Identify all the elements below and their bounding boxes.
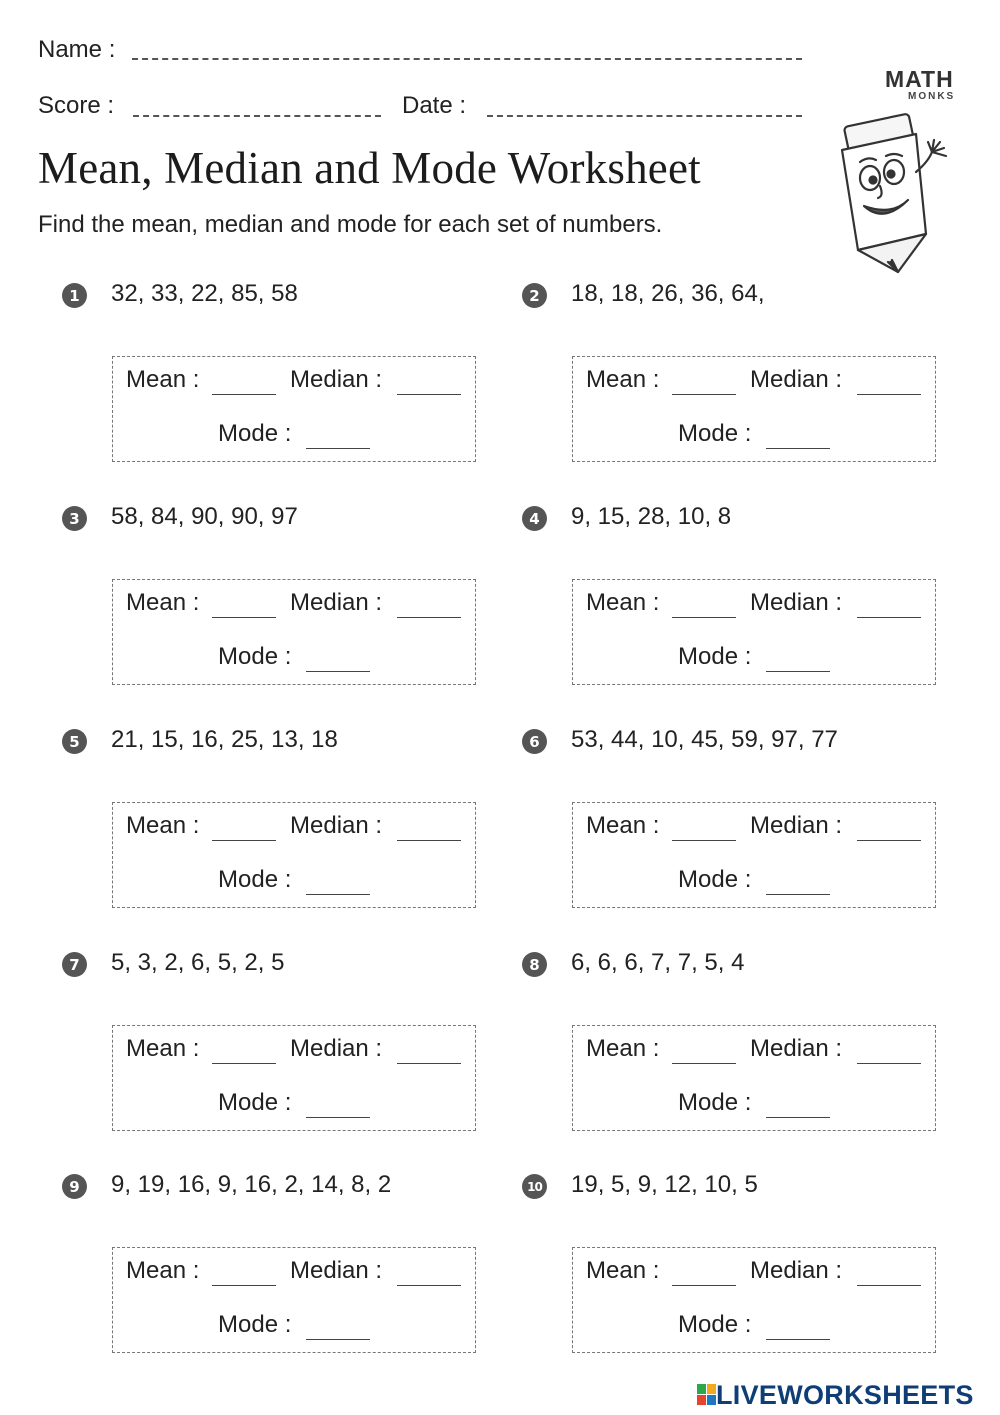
median-label: Median : [290, 589, 383, 616]
liveworksheets-brand: LIVEWORKSHEETS [716, 1380, 974, 1410]
number-set-5: 21, 15, 16, 25, 13, 18 [111, 726, 338, 753]
mean-label: Mean : [126, 1035, 200, 1062]
mode-answer-blank[interactable] [306, 894, 370, 895]
median-label: Median : [750, 1035, 843, 1062]
number-set-7: 5, 3, 2, 6, 5, 2, 5 [111, 949, 285, 976]
mean-answer-blank[interactable] [212, 1063, 276, 1064]
liveworksheets-logo-icon [697, 1384, 717, 1406]
number-set-6: 53, 44, 10, 45, 59, 97, 77 [571, 726, 838, 753]
number-set-4: 9, 15, 28, 10, 8 [571, 503, 732, 530]
logo-math: MATH [885, 66, 954, 92]
mean-answer-blank[interactable] [212, 617, 276, 618]
median-answer-blank[interactable] [397, 394, 461, 395]
mean-answer-blank[interactable] [212, 1285, 276, 1286]
mean-label: Mean : [126, 589, 200, 616]
problem-number-2: 2 [522, 283, 547, 308]
problem-number-9: 9 [62, 1174, 87, 1199]
mean-label: Mean : [586, 366, 660, 393]
number-set-2: 18, 18, 26, 36, 64, [571, 280, 765, 307]
mean-label: Mean : [586, 1257, 660, 1284]
problem-number-10: 10 [522, 1174, 547, 1199]
median-answer-blank[interactable] [857, 617, 921, 618]
mean-answer-blank[interactable] [672, 1063, 736, 1064]
date-label: Date : [402, 92, 467, 119]
mean-label: Mean : [586, 1035, 660, 1062]
page-title: Mean, Median and Mode Worksheet [38, 143, 701, 193]
mode-answer-blank[interactable] [306, 1339, 370, 1340]
mode-label: Mode : [678, 643, 752, 670]
score-line[interactable] [133, 115, 381, 117]
mean-label: Mean : [586, 589, 660, 616]
median-label: Median : [290, 366, 383, 393]
median-label: Median : [750, 1257, 843, 1284]
mean-label: Mean : [126, 812, 200, 839]
mode-answer-blank[interactable] [306, 1117, 370, 1118]
mean-label: Mean : [586, 812, 660, 839]
median-label: Median : [750, 589, 843, 616]
mode-answer-blank[interactable] [766, 1339, 830, 1340]
median-answer-blank[interactable] [857, 1285, 921, 1286]
mode-answer-blank[interactable] [306, 448, 370, 449]
mode-label: Mode : [678, 1311, 752, 1338]
problem-number-3: 3 [62, 506, 87, 531]
problem-number-4: 4 [522, 506, 547, 531]
number-set-8: 6, 6, 6, 7, 7, 5, 4 [571, 949, 745, 976]
mean-answer-blank[interactable] [672, 1285, 736, 1286]
number-set-3: 58, 84, 90, 90, 97 [111, 503, 298, 530]
mean-answer-blank[interactable] [212, 394, 276, 395]
median-label: Median : [290, 1035, 383, 1062]
mode-answer-blank[interactable] [766, 894, 830, 895]
mode-answer-blank[interactable] [766, 1117, 830, 1118]
mode-label: Mode : [218, 420, 292, 447]
median-answer-blank[interactable] [857, 1063, 921, 1064]
instructions: Find the mean, median and mode for each set of numbers. [38, 211, 663, 238]
median-answer-blank[interactable] [397, 1285, 461, 1286]
mode-label: Mode : [678, 866, 752, 893]
median-label: Median : [290, 812, 383, 839]
mean-answer-blank[interactable] [212, 840, 276, 841]
mean-answer-blank[interactable] [672, 394, 736, 395]
mode-answer-blank[interactable] [306, 671, 370, 672]
number-set-9: 9, 19, 16, 9, 16, 2, 14, 8, 2 [111, 1171, 392, 1198]
median-answer-blank[interactable] [397, 617, 461, 618]
mode-label: Mode : [678, 420, 752, 447]
name-label: Name : [38, 36, 116, 63]
score-label: Score : [38, 92, 115, 119]
mean-answer-blank[interactable] [672, 617, 736, 618]
mean-label: Mean : [126, 366, 200, 393]
problem-number-1: 1 [62, 283, 87, 308]
problem-number-8: 8 [522, 952, 547, 977]
date-line[interactable] [487, 115, 802, 117]
mode-answer-blank[interactable] [766, 671, 830, 672]
median-answer-blank[interactable] [857, 840, 921, 841]
mode-label: Mode : [218, 1311, 292, 1338]
number-set-1: 32, 33, 22, 85, 58 [111, 280, 298, 307]
mean-label: Mean : [126, 1257, 200, 1284]
name-line[interactable] [132, 58, 802, 60]
median-label: Median : [750, 812, 843, 839]
mean-answer-blank[interactable] [672, 840, 736, 841]
mode-label: Mode : [218, 643, 292, 670]
logo-monks: MONKS [908, 91, 956, 102]
median-answer-blank[interactable] [397, 1063, 461, 1064]
median-answer-blank[interactable] [397, 840, 461, 841]
problem-number-5: 5 [62, 729, 87, 754]
mode-label: Mode : [218, 1089, 292, 1116]
number-set-10: 19, 5, 9, 12, 10, 5 [571, 1171, 758, 1198]
median-label: Median : [750, 366, 843, 393]
mode-label: Mode : [218, 866, 292, 893]
problem-number-6: 6 [522, 729, 547, 754]
mode-label: Mode : [678, 1089, 752, 1116]
problem-number-7: 7 [62, 952, 87, 977]
pencil-mascot-icon [828, 112, 960, 280]
median-answer-blank[interactable] [857, 394, 921, 395]
mode-answer-blank[interactable] [766, 448, 830, 449]
median-label: Median : [290, 1257, 383, 1284]
